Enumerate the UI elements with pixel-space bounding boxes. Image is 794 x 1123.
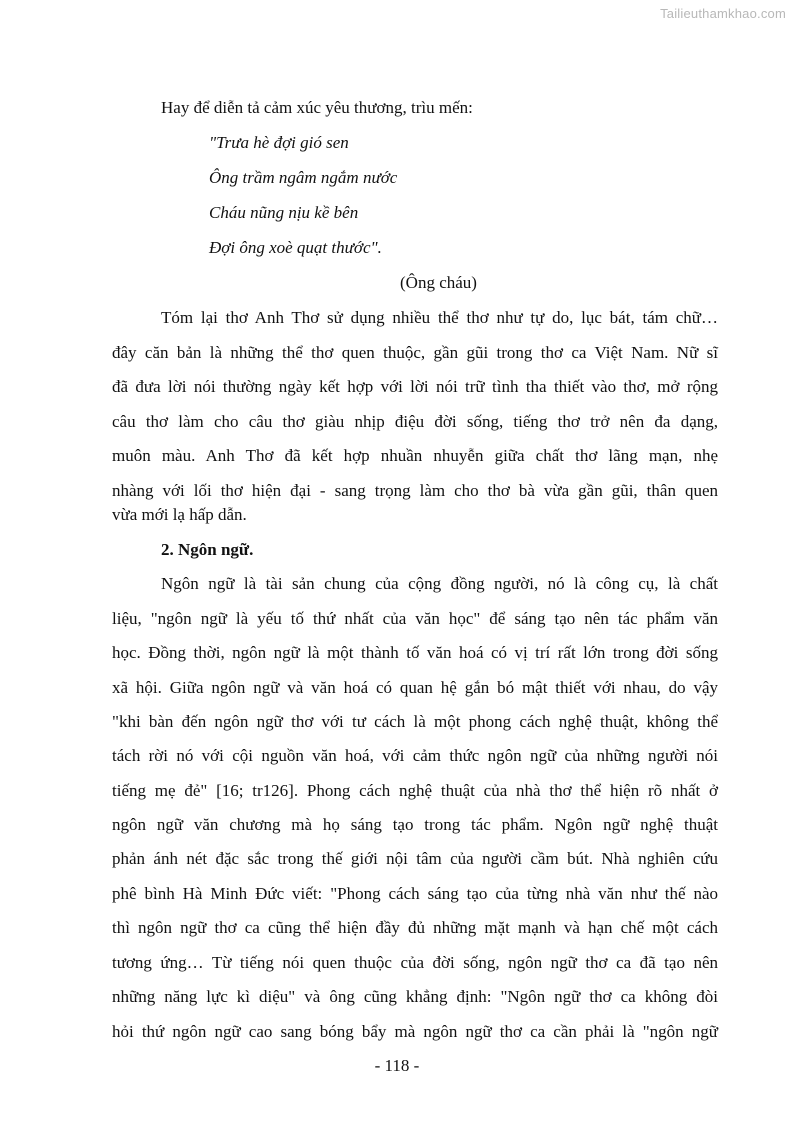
paragraph-line: xã hội. Giữa ngôn ngữ và văn hoá có quan hệ gắn bó mật thiết với nhau, do vậy: [112, 678, 718, 697]
paragraph-line: đây căn bản là những thể thơ quen thuộc, gần gũi trong thơ ca Việt Nam. Nữ sĩ: [112, 343, 718, 362]
poem-line: Ông trầm ngâm ngắm nước: [209, 168, 398, 187]
watermark: Tailieuthamkhao.com: [660, 6, 786, 21]
paragraph-line: tách rời nó với cội nguồn văn hoá, với cảm thức ngôn ngữ của những người nói: [112, 746, 718, 765]
intro-line: Hay để diễn tả cảm xúc yêu thương, trìu mến:: [161, 98, 473, 117]
section-heading: 2. Ngôn ngữ.: [161, 540, 254, 559]
paragraph-line: liệu, "ngôn ngữ là yếu tố thứ nhất của văn học" để sáng tạo nên tác phẩm văn: [112, 609, 718, 628]
paragraph-line: muôn màu. Anh Thơ đã kết hợp nhuần nhuyễn giữa chất thơ lãng mạn, nhẹ: [112, 446, 718, 465]
page-number: - 118 -: [374, 1056, 420, 1075]
paragraph-line: phê bình Hà Minh Đức viết: "Phong cách sáng tạo của từng nhà văn như thế nào: [112, 884, 718, 903]
paragraph-line: ngôn ngữ văn chương mà họ sáng tạo trong tác phẩm. Ngôn ngữ nghệ thuật: [112, 815, 718, 834]
paragraph-line: Tóm lại thơ Anh Thơ sử dụng nhiều thể thơ như tự do, lục bát, tám chữ…: [161, 308, 718, 327]
poem-line: Cháu nũng nịu kề bên: [209, 203, 359, 222]
paragraph-line: phản ánh nét đặc sắc trong thế giới nội tâm của người cầm bút. Nhà nghiên cứu: [112, 849, 718, 868]
paragraph-line: tương ứng… Từ tiếng nói quen thuộc của đời sống, ngôn ngữ thơ ca đã tạo nên: [112, 953, 718, 972]
paragraph-line: tiếng mẹ đẻ" [16; tr126]. Phong cách nghệ thuật của nhà thơ thể hiện rõ nhất ở: [112, 781, 718, 800]
poem-line: Đợi ông xoè quạt thước".: [209, 238, 382, 257]
paragraph-line: hỏi thứ ngôn ngữ cao sang bóng bẩy mà ngôn ngữ thơ ca cần phải là "ngôn ngữ: [112, 1022, 718, 1041]
poem-line: "Trưa hè đợi gió sen: [209, 133, 349, 152]
poem-source: (Ông cháu): [400, 273, 477, 292]
paragraph-line: "khi bàn đến ngôn ngữ thơ với tư cách là một phong cách nghệ thuật, không thể: [112, 712, 718, 731]
paragraph-line: những năng lực kì diệu" và ông cũng khẳng định: "Ngôn ngữ thơ ca không đòi: [112, 987, 718, 1006]
paragraph-line: Ngôn ngữ là tài sản chung của cộng đồng người, nó là công cụ, là chất: [161, 574, 718, 593]
paragraph-line: vừa mới lạ hấp dẫn.: [112, 505, 247, 524]
paragraph-line: câu thơ làm cho câu thơ giàu nhịp điệu đời sống, tiếng thơ trở nên đa dạng,: [112, 412, 718, 431]
paragraph-line: nhàng với lối thơ hiện đại - sang trọng làm cho thơ bà vừa gần gũi, thân quen: [112, 481, 718, 500]
paragraph-line: đã đưa lời nói thường ngày kết hợp với lời nói trữ tình tha thiết vào thơ, mở rộng: [112, 377, 718, 396]
paragraph-line: học. Đồng thời, ngôn ngữ là một thành tố văn hoá có vị trí rất lớn trong đời sống: [112, 643, 718, 662]
paragraph-line: thì ngôn ngữ thơ ca cũng thể hiện đầy đủ những mặt mạnh và hạn chế một cách: [112, 918, 718, 937]
